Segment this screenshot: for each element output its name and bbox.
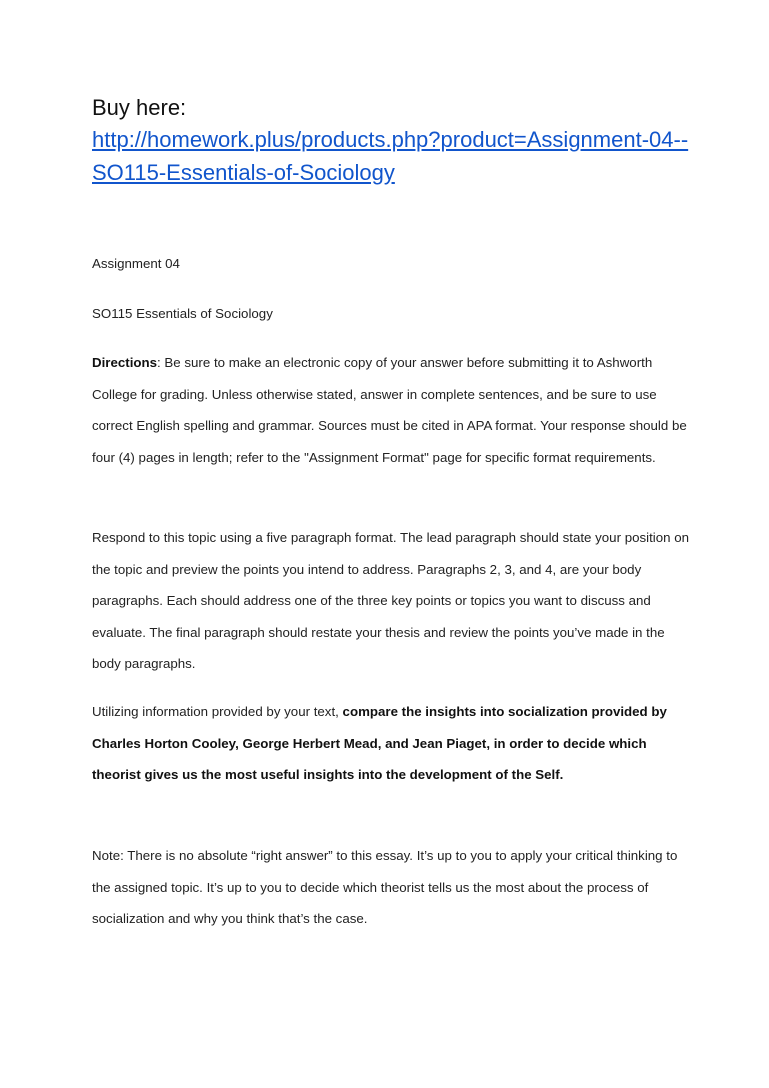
utilizing-prompt: compare the insights into socialization provided by Charles Horton Cooley, George Herbert Mead, and Jean Piaget, in order to decide which theorist gives us the most useful insights into the development of the Self. [92,704,667,782]
directions-label: Directions [92,355,158,370]
utilizing-paragraph [92,696,692,791]
directions-paragraph [92,347,692,473]
product-link[interactable]: http://homework.plus/products.php?product=Assignment-04--SO115-Essentials-of-Sociology [92,127,689,185]
assignment-title: Assignment 04 [92,256,180,271]
course-title: SO115 Essentials of Sociology [92,306,273,321]
note-paragraph: Note: There is no absolute “right answer” to this essay. It’s up to you to apply your critical thinking to the assigned topic. It’s up to you to decide which theorist tells us the most about the process of socialization and why you think that’s the case. [92,848,678,926]
utilizing-intro: Utilizing information provided by your text, [92,704,343,719]
buy-here-label: Buy here: [92,95,187,120]
directions-text: : Be sure to make an electronic copy of your answer before submitting it to Ashworth College for grading. Unless otherwise stated, answer in complete sentences, and be sure to use correct English spelling and grammar. Sources must be cited in APA format. Your response should be four (4) pages in length; refer to the "Assignment Format" page for specific format requirements. [92,355,687,465]
respond-paragraph: Respond to this topic using a five paragraph format. The lead paragraph should state your position on the topic and preview the points you intend to address. Paragraphs 2, 3, and 4, are your body paragraphs. Each should address one of the three key points or topics you want to discuss and evaluate. The final paragraph should restate your thesis and review the points you’ve made in the body paragraphs. [92,530,690,671]
